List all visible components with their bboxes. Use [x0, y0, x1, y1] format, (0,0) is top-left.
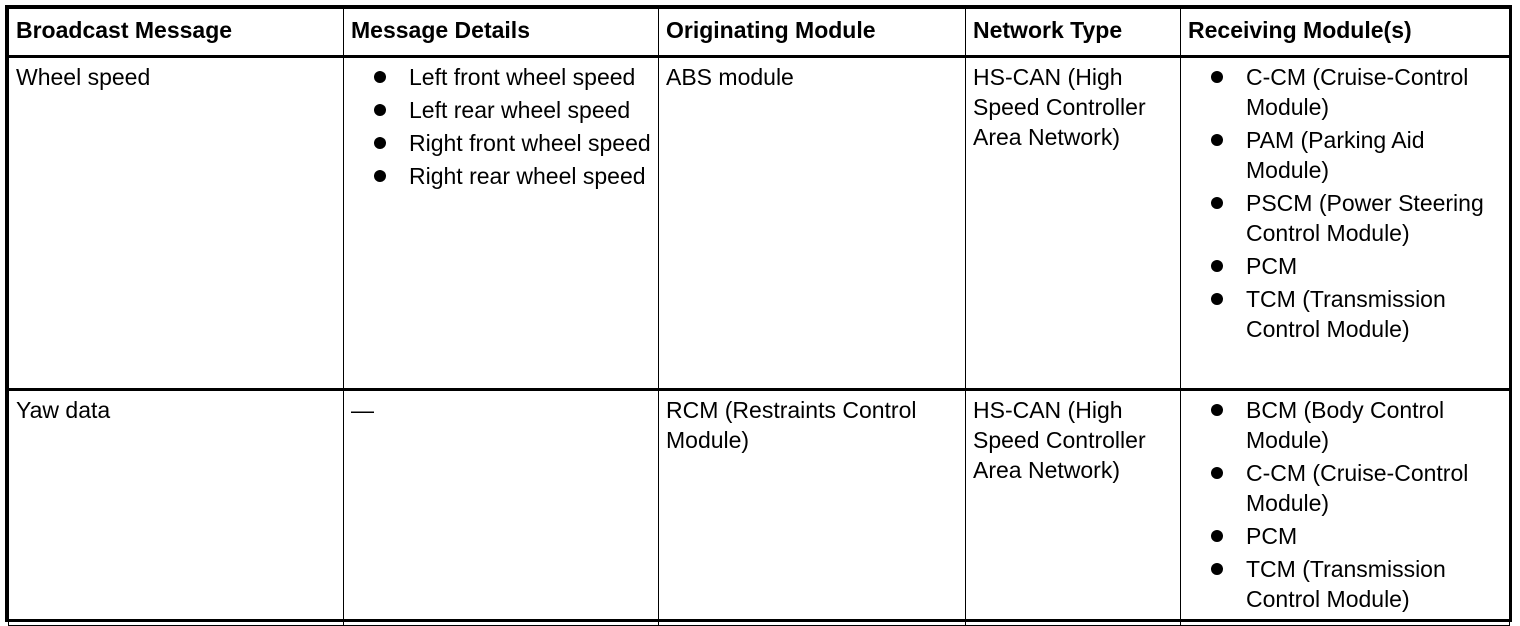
list-item: TCM (Transmission Control Module) [1208, 284, 1502, 344]
cell-network-type: HS-CAN (High Speed Controller Area Network) [966, 57, 1181, 390]
bullet-icon [1211, 404, 1223, 416]
broadcast-message-table [8, 8, 1510, 626]
receiving-modules-list [1188, 395, 1502, 614]
bullet-icon [374, 170, 386, 182]
bullet-icon [374, 104, 386, 116]
cell-message-details: — [344, 390, 659, 626]
bullet-icon [374, 137, 386, 149]
bullet-icon [1211, 260, 1223, 272]
header-receiving-modules: Receiving Module(s) [1181, 9, 1510, 57]
list-item: PAM (Parking Aid Module) [1208, 125, 1502, 185]
bullet-icon [1211, 71, 1223, 83]
table-row [9, 57, 1510, 390]
list-item: TCM (Transmission Control Module) [1208, 554, 1502, 614]
bullet-icon [1211, 134, 1223, 146]
cell-broadcast-message: Yaw data [9, 390, 344, 626]
list-item: PCM [1208, 251, 1502, 281]
header-broadcast-message: Broadcast Message [9, 9, 344, 57]
cell-receiving-modules [1181, 390, 1510, 626]
cell-originating-module: RCM (Restraints Control Module) [659, 390, 966, 626]
list-item: Right rear wheel speed [371, 161, 651, 191]
list-item: Left rear wheel speed [371, 95, 651, 125]
header-network-type: Network Type [966, 9, 1181, 57]
header-originating-module: Originating Module [659, 9, 966, 57]
bullet-icon [1211, 467, 1223, 479]
list-item: PCM [1208, 521, 1502, 551]
list-item: C-CM (Cruise-Control Module) [1208, 458, 1502, 518]
bullet-icon [1211, 530, 1223, 542]
cell-originating-module: ABS module [659, 57, 966, 390]
broadcast-message-table-frame [5, 5, 1512, 622]
table-header-row [9, 9, 1510, 57]
list-item: Right front wheel speed [371, 128, 651, 158]
list-item: BCM (Body Control Module) [1208, 395, 1502, 455]
list-item: Left front wheel speed [371, 62, 651, 92]
bullet-icon [1211, 197, 1223, 209]
message-details-list [351, 62, 651, 191]
bullet-icon [1211, 293, 1223, 305]
cell-broadcast-message: Wheel speed [9, 57, 344, 390]
list-item: C-CM (Cruise-Control Module) [1208, 62, 1502, 122]
cell-network-type: HS-CAN (High Speed Controller Area Network) [966, 390, 1181, 626]
list-item: PSCM (Power Steering Control Module) [1208, 188, 1502, 248]
header-message-details: Message Details [344, 9, 659, 57]
bullet-icon [1211, 563, 1223, 575]
receiving-modules-list [1188, 62, 1502, 344]
cell-receiving-modules [1181, 57, 1510, 390]
table-row [9, 390, 1510, 626]
cell-message-details [344, 57, 659, 390]
bullet-icon [374, 71, 386, 83]
